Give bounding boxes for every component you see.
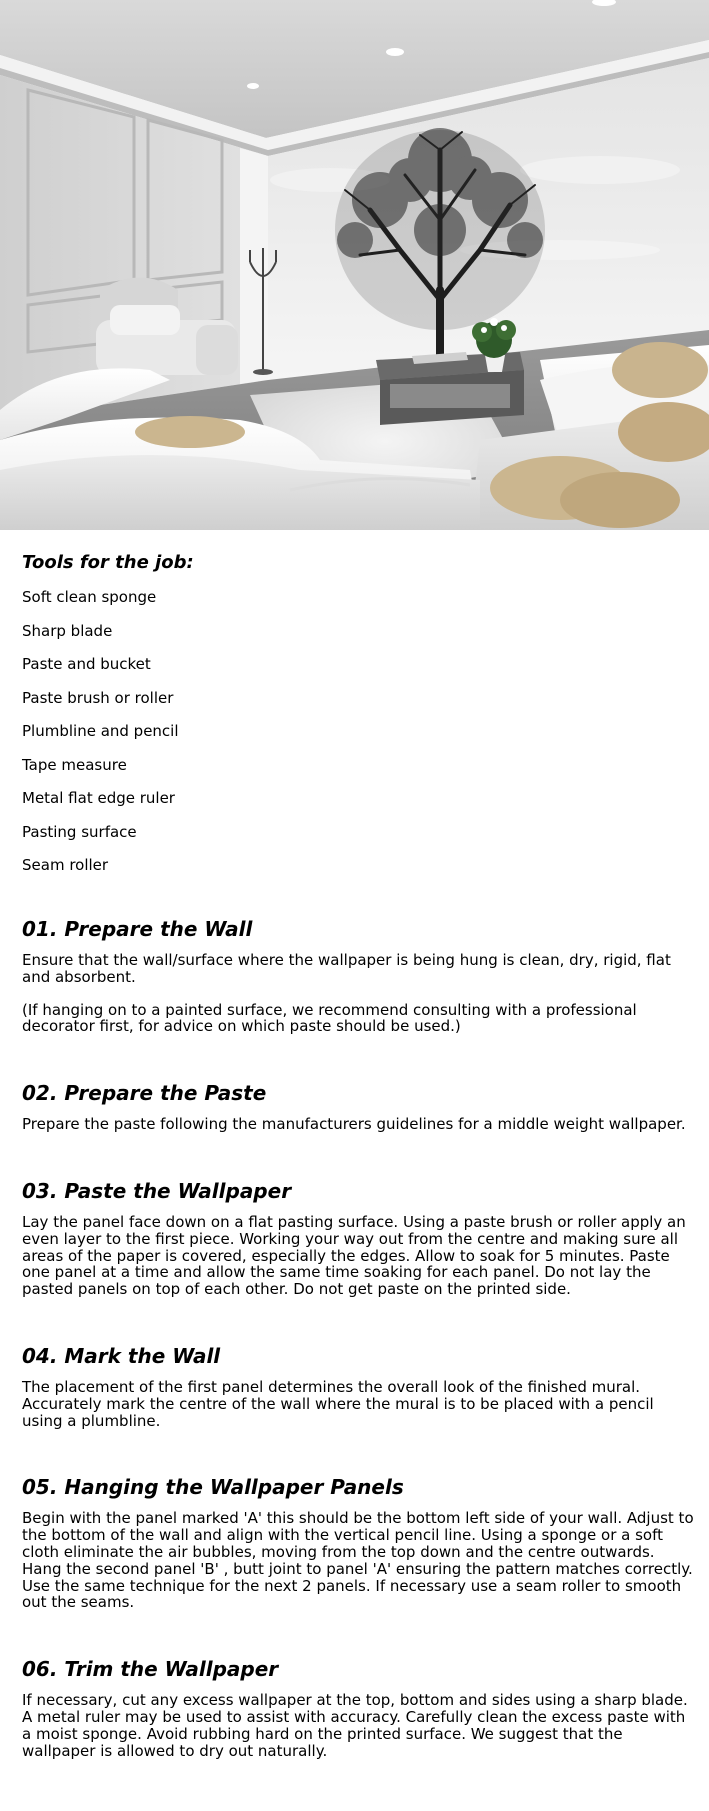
- tool-item: Paste brush or roller: [22, 688, 174, 707]
- step-paragraph: Prepare the paste following the manufacturers guidelines for a middle weight wallpaper.: [22, 1115, 686, 1134]
- step-title: 04. Mark the Wall: [22, 1343, 221, 1368]
- step-prepare-paste: [22, 1081, 694, 1133]
- room-mural-image: [0, 0, 709, 530]
- step-title: 03. Paste the Wallpaper: [22, 1178, 292, 1203]
- step-paste-wallpaper: [22, 1179, 694, 1298]
- wallpaper-instructions: [22, 552, 694, 1775]
- step-title: 02. Prepare the Paste: [22, 1081, 267, 1106]
- step-paragraph: (If hanging on to a painted surface, we recommend consulting with a professional decorator first, for advice on which paste should be used.): [22, 1000, 637, 1036]
- step-paragraph: Ensure that the wall/surface where the wallpaper is being hung is clean, dry, rigid, flat and absorbent.: [22, 951, 671, 986]
- step-paragraph: Lay the panel face down on a flat pasting surface. Using a paste brush or roller apply an even layer to the first piece. Working your way out from the centre and making sure all areas of the paper is covered, especially the edges. Allow to soak for 5 minutes. Paste one panel at a time and allow the same time soaking for each panel. Do not lay the pasted panels on top of each other. Do not get paste on the printed side.: [22, 1212, 686, 1299]
- step-paragraph: Begin with the panel marked 'A' this should be the bottom left side of your wall. Adjust to the bottom of the wall and align with the vertical pencil line. Using a sponge or a soft cloth eliminate the air bubbles, moving from the top down and the centre outwards. Hang the second panel 'B' , butt joint to panel 'A' ensuring the pattern matches correctly. Use the same technique for the next 2 panels. If necessary use a seam roller to smooth out the seams.: [22, 1509, 694, 1612]
- tools-section: [22, 552, 694, 874]
- step-title: 06. Trim the Wallpaper: [22, 1657, 279, 1682]
- step-paragraph: The placement of the first panel determines the overall look of the finished mural. Accurately mark the centre of the wall where the mural is to be placed with a pencil using a plumbline.: [22, 1377, 654, 1430]
- step-trim-wallpaper: [22, 1657, 694, 1759]
- tools-list: [22, 588, 694, 874]
- tool-item: Plumbline and pencil: [22, 722, 179, 740]
- step-paragraph: If necessary, cut any excess wallpaper at the top, bottom and sides using a sharp blade. A metal ruler may be used to assist with accuracy. Carefully clean the excess paste with a moist sponge. Avoid rubbing hard on the printed surface. We suggest that the wallpaper is allowed to dry out naturally.: [22, 1691, 688, 1760]
- room-mural-illustration: [0, 0, 709, 530]
- step-title: 05. Hanging the Wallpaper Panels: [22, 1475, 404, 1500]
- step-prepare-wall: [22, 917, 694, 1035]
- step-hanging-panels: [22, 1475, 694, 1611]
- tool-item: Seam roller: [22, 856, 109, 874]
- tool-item: Metal flat edge ruler: [22, 789, 175, 807]
- step-title: 01. Prepare the Wall: [22, 917, 253, 941]
- tool-item: Soft clean sponge: [22, 588, 157, 606]
- tool-item: Pasting surface: [22, 822, 137, 841]
- tool-item: Sharp blade: [22, 621, 113, 640]
- tool-item: Paste and bucket: [22, 655, 151, 673]
- tool-item: Tape measure: [22, 755, 127, 774]
- step-mark-wall: [22, 1344, 694, 1429]
- tools-heading: Tools for the job:: [22, 552, 194, 573]
